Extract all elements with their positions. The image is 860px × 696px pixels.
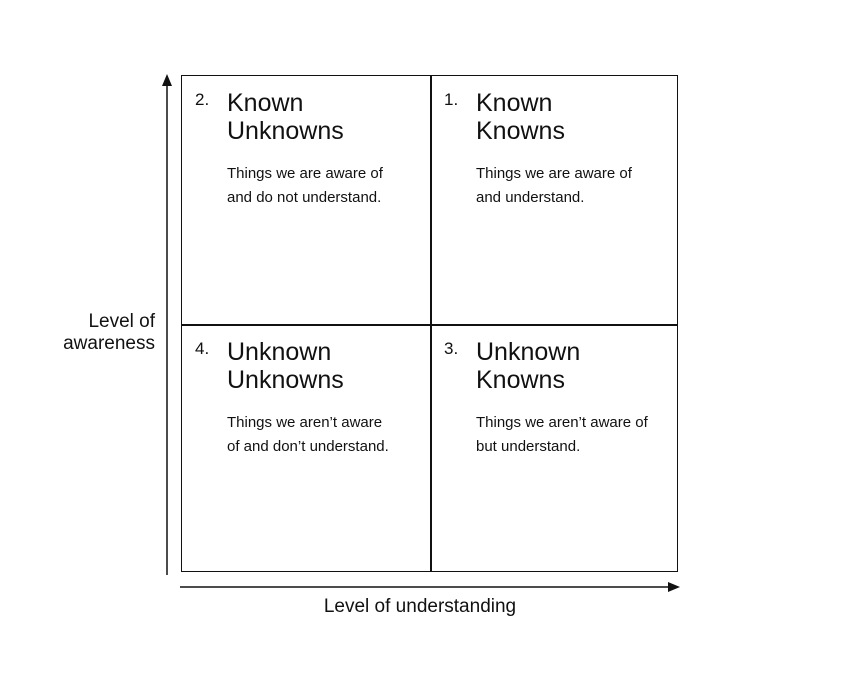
quadrant-matrix <box>181 75 678 572</box>
quadrant-title-line2: Unknowns <box>227 366 344 394</box>
quadrant-desc-line2: and do not understand. <box>227 189 382 206</box>
quadrant-title-line1: Known <box>476 89 553 117</box>
quadrant-title-line1: Known <box>227 89 304 117</box>
x-axis-arrowhead <box>668 582 680 592</box>
quadrant-title <box>476 338 676 394</box>
quadrant-title-line2: Knowns <box>476 117 565 145</box>
quadrant-desc-line1: Things we aren’t aware of <box>476 414 648 431</box>
y-axis-arrowhead <box>162 74 172 86</box>
quadrant-number: 3. <box>444 339 459 358</box>
quadrant-description <box>476 162 671 210</box>
quadrant-desc-line1: Things we are aware of <box>476 165 632 182</box>
quadrant-desc-line2: of and don’t understand. <box>227 438 389 455</box>
quadrant-title <box>227 338 427 394</box>
quadrant-unknown-unknowns <box>182 325 430 573</box>
quadrant-known-unknowns <box>182 76 430 324</box>
quadrant-desc-line1: Things we are aware of <box>227 165 383 182</box>
y-axis-label-line2: awareness <box>63 333 155 354</box>
quadrant-title-line2: Unknowns <box>227 117 344 145</box>
quadrant-title-line2: Knowns <box>476 366 565 394</box>
quadrant-description <box>227 411 422 459</box>
y-axis-label <box>30 311 155 355</box>
quadrant-number: 1. <box>444 90 459 109</box>
quadrant-known-knowns <box>431 76 679 324</box>
quadrant-unknown-knowns <box>431 325 679 573</box>
quadrant-desc-line1: Things we aren’t aware <box>227 414 383 431</box>
quadrant-title <box>476 89 676 145</box>
quadrant-number: 2. <box>195 90 210 109</box>
quadrant-number: 4. <box>195 339 210 358</box>
quadrant-title <box>227 89 427 145</box>
quadrant-description <box>476 411 671 459</box>
quadrant-title-line1: Unknown <box>227 338 332 366</box>
quadrant-desc-line2: and understand. <box>476 189 585 206</box>
quadrant-title-line1: Unknown <box>476 338 581 366</box>
x-axis-label: Level of understanding <box>323 596 517 617</box>
y-axis-label-line1: Level of <box>88 311 155 332</box>
quadrant-description <box>227 162 422 210</box>
quadrant-desc-line2: but understand. <box>476 438 581 455</box>
